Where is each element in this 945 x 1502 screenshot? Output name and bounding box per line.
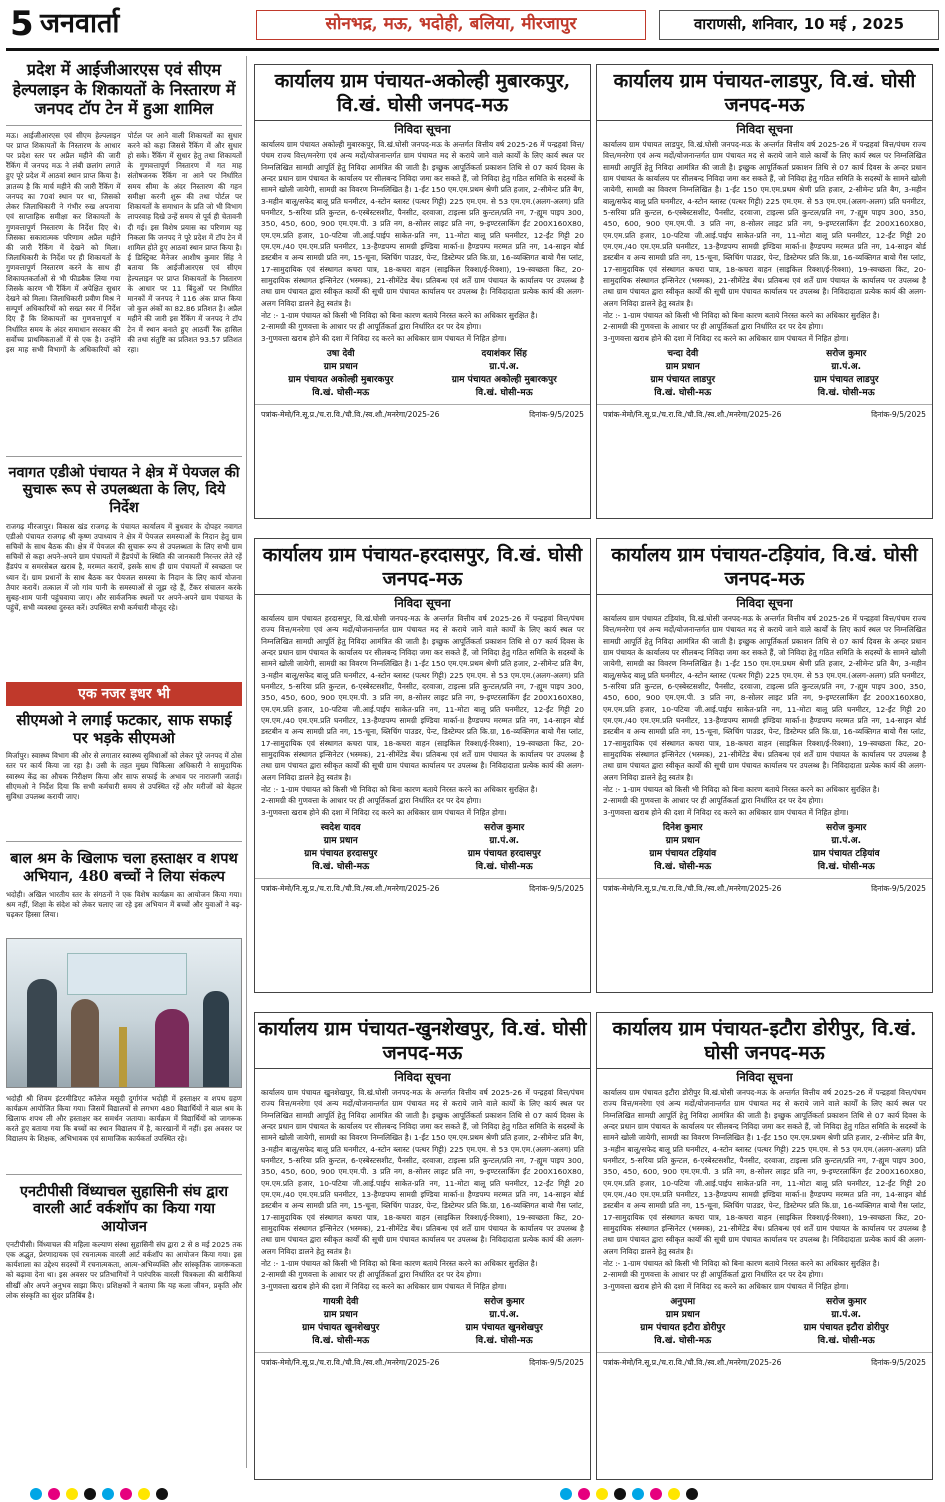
notice-title: कार्यालय ग्राम पंचायत-टड़ियांव, वि.खं. घोसी जनपद-मऊ — [597, 539, 932, 595]
reference-number: पत्रांक-मेमो/नि.सू.प्र./च.रा.वि./चौ.वि./स्व.शौ./मनरेगा/2025-26 — [261, 409, 440, 419]
notice-date: दिनांक-9/5/2025 — [871, 1357, 926, 1367]
gram-panchayat-name: ग्राम पंचायत इटौरा डोरीपुर — [640, 1322, 726, 1333]
registration-dot — [30, 1488, 42, 1500]
notice-note: नोट :- 1-ग्राम पंचायत को किसी भी निविदा को बिना कारण बताये निरस्त करने का अधिकार सुरक्षित है। — [261, 784, 538, 794]
gpa-role: ग्रा.पं.अ. — [831, 1309, 862, 1320]
gpa-role: ग्रा.पं.अ. — [831, 835, 862, 846]
tender-notice — [596, 1012, 933, 1480]
photo-caption: भदोही श्री शिवम इंटरमीडिएट कॉलेज मसूदी दुर्गागंज भदोही में हस्ताक्षर व शपथ ग्रहण कार्यक्रम आयोजित किया गया। जिसमें विद्यालयों से लगभग 480 विद्यार्थियों ने बाल श्रम के खिलाफ शपथ ली और हस्ताक्षर कर समर्थन जताया। कार्यक्रम में विद्यार्थियों को जागरूक करते हुए बताया गया कि बच्चों का स्थान विद्यालय में है, कारखानों में नहीं। इस अवसर पर विद्यालय के शिक्षक, अभिभावक एवं सामाजिक कार्यकर्ता उपस्थित रहे। — [6, 1093, 242, 1144]
registration-dot — [578, 1488, 590, 1500]
story-headline: बाल श्रम के खिलाफ चला हस्ताक्षर व शपथ अभियान, 480 बच्चों ने लिया संकल्प — [6, 841, 242, 889]
notice-note: 3-गुणवत्ता खराब होने की दशा में निविदा रद करने का अधिकार ग्राम पंचायत में निहित होगा। — [261, 333, 507, 343]
column-divider — [246, 56, 247, 1468]
notice-note: 2-सामग्री की गुणवत्ता के आधार पर ही आपूर्तिकर्ता द्वारा निर्धारित दर पर देय होगा। — [261, 1270, 482, 1280]
story-headline: सीएमओ ने लगाई फटकार, साफ सफाई पर भड़के सीएमओ — [16, 710, 232, 747]
signatures — [597, 1292, 932, 1348]
registration-dot — [632, 1488, 644, 1500]
reference-number: पत्रांक-मेमो/नि.सू.प्र./च.रा.वि./चौ.वि./स्व.शौ./मनरेगा/2025-26 — [603, 409, 782, 419]
signatures — [255, 344, 590, 400]
gpa-role: ग्रा.पं.अ. — [831, 361, 862, 372]
notice-note: 3-गुणवत्ता खराब होने की दशा में निविदा रद करने का अधिकार ग्राम पंचायत में निहित होगा। — [261, 807, 507, 817]
gpa-name: सरोज कुमार — [826, 822, 867, 833]
story-body: भदोही। अखिल भारतीय स्तर के संगठनों ने एक विशेष कार्यक्रम का आयोजन किया गया। श्रम नहीं, शिक्षा के संदेश को लेकर चलाए जा रहे इस अभियान में बच्चों और युवाओं ने बढ़-चढ़कर हिस्सा लिया। — [6, 889, 242, 920]
newspaper-name: जनवार्ता — [40, 8, 120, 39]
gram-panchayat-name: ग्राम पंचायत हरदासपुर — [467, 848, 541, 859]
signatures — [255, 1292, 590, 1348]
gram-panchayat-name: ग्राम पंचायत अकोल्ही मुबारकपुर — [451, 374, 557, 385]
block-name: वि.खं. घोसी-मऊ — [312, 1335, 370, 1346]
block-name: वि.खं. घोसी-मऊ — [312, 861, 370, 872]
region-banner: सोनभद्र, मऊ, भदोही, बलिया, मीरजापुर — [256, 10, 646, 40]
gram-panchayat-name: ग्राम पंचायत हरदासपुर — [304, 848, 378, 859]
gpa-role: ग्रा.पं.अ. — [489, 361, 520, 372]
notice-subtitle: निविदा सूचना — [394, 596, 451, 610]
reference-number: पत्रांक-मेमो/नि.सू.प्र./च.रा.वि./चौ.वि./स्व.शौ./मनरेगा/2025-26 — [603, 883, 782, 893]
news-photo — [6, 938, 242, 1088]
notice-title: कार्यालय ग्राम पंचायत-इटौरा डोरीपुर, वि.खं. घोसी जनपद-मऊ — [597, 1013, 932, 1069]
registration-dot — [138, 1488, 150, 1500]
registration-dot — [596, 1488, 608, 1500]
block-name: वि.खं. घोसी-मऊ — [817, 861, 875, 872]
block-name: वि.खं. घोसी-मऊ — [817, 1335, 875, 1346]
pradhan-name: गायत्री देवी — [323, 1296, 359, 1307]
notice-title: कार्यालय ग्राम पंचायत-खुनशेखपुर, वि.खं. घोसी जनपद-मऊ — [255, 1013, 590, 1069]
notice-title: कार्यालय ग्राम पंचायत-लाडपुर, वि.खं. घोसी जनपद-मऊ — [597, 65, 932, 121]
notice-footer — [597, 404, 932, 421]
notice-footer — [255, 404, 590, 421]
registration-dot — [156, 1488, 168, 1500]
notice-subtitle: निविदा सूचना — [736, 1070, 793, 1084]
notice-date: दिनांक-9/5/2025 — [871, 409, 926, 419]
notice-footer — [255, 878, 590, 895]
pradhan-name: अनुपमा — [670, 1296, 696, 1307]
pradhan-name: चन्दा देवी — [667, 348, 699, 359]
notice-subtitle: निविदा सूचना — [394, 1070, 451, 1084]
pradhan-name: उषा देवी — [326, 348, 355, 359]
gram-panchayat-name: ग्राम पंचायत लाडपुर — [650, 374, 716, 385]
notice-note: 2-सामग्री की गुणवत्ता के आधार पर ही आपूर्तिकर्ता द्वारा निर्धारित दर पर देय होगा। — [603, 796, 824, 806]
gpa-name: दयाशंकर सिंह — [481, 348, 527, 359]
notice-date: दिनांक-9/5/2025 — [871, 883, 926, 893]
gram-panchayat-name: ग्राम पंचायत इटौरा डोरीपुर — [803, 1322, 889, 1333]
gram-panchayat-name: ग्राम पंचायत खुनशेखपुर — [465, 1322, 543, 1333]
photo-person — [155, 1009, 189, 1088]
gpa-name: सरोज कुमार — [826, 1296, 867, 1307]
gpa-role: ग्रा.पं.अ. — [489, 835, 520, 846]
story-headline: प्रदेश में आईजीआरएस एवं सीएम हेल्पलाइन के शिकायतों के निस्तारण में जनपद टॉप टेन में हुआ शामिल — [6, 56, 242, 126]
notice-note: 2-सामग्री की गुणवत्ता के आधार पर ही आपूर्तिकर्ता द्वारा निर्धारित दर पर देय होगा। — [603, 322, 824, 332]
block-name: वि.खं. घोसी-मऊ — [817, 387, 875, 398]
dateline: वाराणसी, शनिवार, 10 मई , 2025 — [659, 10, 939, 40]
notice-date: दिनांक-9/5/2025 — [529, 409, 584, 419]
notice-title: कार्यालय ग्राम पंचायत-अकोल्ही मुबारकपुर, वि.खं. घोसी जनपद-मऊ — [255, 65, 590, 121]
story-body: राजगढ़ मीरजापुर। विकास खंड राजगढ़ के पंचायत कार्यालय में बुधवार के दोपहर नवागत एडीओ पंचायत राजगढ़ श्री कृष्ण उपाध्याय ने क्षेत्र में पेयजल समस्याओं के निदान हेतु ग्राम सचिवों के साथ बैठक की। क्षेत्र में पेयजल की सुचारू रूप से उपलब्धता के लिए सभी ग्राम सचिवों से कहा अपने-अपने ग्राम पंचायतों में हैंडपंपों के स्थिति की जानकारी निरन्तर लेते रहें हैंडपंप व समरसेबल खराब है, मरम्मत करायें, इसके साथ ही ग्राम पंचायतों में स्वच्छता पर ध्यान दें। ग्राम प्रधानों के साथ बैठक कर पेयजल समस्या के निदान के लिए कार्य योजना तैयार करायें। तत्काल में जो गांव पानी के समस्याओं से जूझ रहे हैं, टैंकर संचालन करके सुबह-शाम पानी पहुंचवाया जाए। और सार्वजनिक स्थलों पर अपने-अपने ग्राम पंचायत के पहुंचें, सभी व्यवस्था दुरुस्त करें। उपस्थित सभी कर्मचारी मौजूद रहे। — [6, 521, 242, 613]
notice-note: 3-गुणवत्ता खराब होने की दशा में निविदा रद करने का अधिकार ग्राम पंचायत में निहित होगा। — [261, 1281, 507, 1291]
registration-dot — [102, 1488, 114, 1500]
masthead-rule — [6, 48, 939, 51]
masthead — [6, 4, 939, 44]
notice-subtitle: निविदा सूचना — [736, 596, 793, 610]
tender-notice — [596, 538, 933, 993]
story-headline: नवागत एडीओ पंचायत ने क्षेत्र में पेयजल की सुचारू रूप से उपलब्धता के लिए, दिये निर्देश — [6, 456, 242, 522]
registration-dot — [84, 1488, 96, 1500]
notice-note: 2-सामग्री की गुणवत्ता के आधार पर ही आपूर्तिकर्ता द्वारा निर्धारित दर पर देय होगा। — [603, 1270, 824, 1280]
pradhan-role: ग्राम प्रधान — [323, 361, 358, 372]
section-ribbon: एक नजर इधर भी — [6, 682, 242, 706]
notice-body: कार्यालय ग्राम पंचायत लाडपुर, वि.खं.घोसी जनपद-मऊ के अन्तर्गत वित्तीय वर्ष 2025-26 में पन्द्रहवां वित्त/पंचम राज्य वित्त/मनरेगा एवं अन्य मदों/योजनान्तर्गत ग्राम पंचायत मद से कराये जाने वाले कार्यों के लिए कार्य स्थल पर निम्नलिखित सामग्री आपूर्ति हेतु निविदा आमंत्रित की जाती है। इच्छुक आपूर्तिकर्ता प्रकाशन तिथि से 07 कार्य दिवस के अन्दर प्रधान ग्राम पंचायत के कार्यालय पर सीलबन्द निविदा जमा कर सकते हैं, जो निविदा हेतु गठित समिति के सदस्यों के सामने खोली जायेगी, सामग्री का विवरण निम्नलिखित है। 1-ईंट 150 एम.एम.प्रथम श्रेणी प्रति हजार, 2-सीमेन्ट प्रति बैग, 3-महीन बालू/सफेद बालू प्रति घनमीटर, 4-स्टोन ब्लास्ट (पत्थर गिट्टी) 225 एम.एम. से 53 एम.एम.(अलग-अलग) प्रति घनमीटर, 5-सरिया प्रति कुन्टल, 6-एस्बेस्टसशीट, पैनसीट, दरवाजा, टाइल्स प्रति कुन्टल/प्रति नग, 7-ह्यूम पाइप 300, 350, 450, 600, 900 एम.एम.पी. 3 प्रति नग, 8-सोलर लाइट प्रति नग, 9-इण्टरलाकिंग ईंट 200X160X80, एम.एम.प्रति हजार, 10-पटिया जी.आई.पाईप साकेत-प्रति नग, 11-मोटा बालू प्रति घनमीटर, 12-ईंट गिट्टी 20 एम.एम./40 एम.एम.प्रति घनमीटर, 13-हैण्डपम्प सामग्री इण्डिया मार्का-II हैण्डपम्प मरम्मत प्रति नग, 14-साइन बोर्ड डस्टबीन व अन्य सामग्री प्रति नग, 15-चूना, ब्लिचिंग पाउडर, पेन्ट, डिस्टेम्पर प्रति कि.ग्रा, 16-व्यक्तिगत बायो गैस प्लांट, 17-सामुदायिक एवं संस्थागत कचरा पात्र, 18-कचरा वाहन (साइकिल रिक्शा/ई-रिक्शा), 19-स्वच्छता किट, 20-सामुदायिक संस्थागत इन्सिनेटर (भस्मक), 21-सीमेंटेड बेंच। प्रतिबन्ध एवं शर्तें ग्राम पंचायत के कार्यालय पर उपलब्ध है तथा ग्राम पंचायत द्वारा स्वीकृत कार्यों की सूची ग्राम पंचायत कार्यालय पर उपलब्ध है। निविदादाता प्रत्येक कार्य की अलग-अलग निविदा डालने हेतु स्वतंत्र है। — [603, 140, 926, 308]
notice-date: दिनांक-9/5/2025 — [529, 883, 584, 893]
block-name: वि.खं. घोसी-मऊ — [654, 861, 712, 872]
gram-panchayat-name: ग्राम पंचायत टड़ियांव — [649, 848, 717, 859]
registration-dot — [66, 1488, 78, 1500]
block-name: वि.खं. घोसी-मऊ — [654, 1335, 712, 1346]
photo-banner — [67, 953, 187, 995]
notice-body: कार्यालय ग्राम पंचायत टड़ियांव, वि.खं.घोसी जनपद-मऊ के अन्तर्गत वित्तीय वर्ष 2025-26 में पन्द्रहवां वित्त/पंचम राज्य वित्त/मनरेगा एवं अन्य मदों/योजनान्तर्गत ग्राम पंचायत मद से कराये जाने वाले कार्यों के लिए कार्य स्थल पर निम्नलिखित सामग्री आपूर्ति हेतु निविदा आमंत्रित की जाती है। इच्छुक आपूर्तिकर्ता प्रकाशन तिथि से 07 कार्य दिवस के अन्दर प्रधान ग्राम पंचायत के कार्यालय पर सीलबन्द निविदा जमा कर सकते हैं, जो निविदा हेतु गठित समिति के सदस्यों के सामने खोली जायेगी, सामग्री का विवरण निम्नलिखित है। 1-ईंट 150 एम.एम.प्रथम श्रेणी प्रति हजार, 2-सीमेन्ट प्रति बैग, 3-महीन बालू/सफेद बालू प्रति घनमीटर, 4-स्टोन ब्लास्ट (पत्थर गिट्टी) 225 एम.एम. से 53 एम.एम.(अलग-अलग) प्रति घनमीटर, 5-सरिया प्रति कुन्टल, 6-एस्बेस्टसशीट, पैनसीट, दरवाजा, टाइल्स प्रति कुन्टल/प्रति नग, 7-ह्यूम पाइप 300, 350, 450, 600, 900 एम.एम.पी. 3 प्रति नग, 8-सोलर लाइट प्रति नग, 9-इण्टरलाकिंग ईंट 200X160X80, एम.एम.प्रति हजार, 10-पटिया जी.आई.पाईप साकेत-प्रति नग, 11-मोटा बालू प्रति घनमीटर, 12-ईंट गिट्टी 20 एम.एम./40 एम.एम.प्रति घनमीटर, 13-हैण्डपम्प सामग्री इण्डिया मार्का-II हैण्डपम्प मरम्मत प्रति नग, 14-साइन बोर्ड डस्टबीन व अन्य सामग्री प्रति नग, 15-चूना, ब्लिचिंग पाउडर, पेन्ट, डिस्टेम्पर प्रति कि.ग्रा, 16-व्यक्तिगत बायो गैस प्लांट, 17-सामुदायिक एवं संस्थागत कचरा पात्र, 18-कचरा वाहन (साइकिल रिक्शा/ई-रिक्शा), 19-स्वच्छता किट, 20-सामुदायिक संस्थागत इन्सिनेटर (भस्मक), 21-सीमेंटेड बेंच। प्रतिबन्ध एवं शर्तें ग्राम पंचायत के कार्यालय पर उपलब्ध है तथा ग्राम पंचायत द्वारा स्वीकृत कार्यों की सूची ग्राम पंचायत कार्यालय पर उपलब्ध है। निविदादाता प्रत्येक कार्य की अलग-अलग निविदा डालने हेतु स्वतंत्र है। — [603, 614, 926, 782]
notice-body: कार्यालय ग्राम पंचायत हरदासपुर, वि.खं.घोसी जनपद-मऊ के अन्तर्गत वित्तीय वर्ष 2025-26 में पन्द्रहवां वित्त/पंचम राज्य वित्त/मनरेगा एवं अन्य मदों/योजनान्तर्गत ग्राम पंचायत मद से कराये जाने वाले कार्यों के लिए कार्य स्थल पर निम्नलिखित सामग्री आपूर्ति हेतु निविदा आमंत्रित की जाती है। इच्छुक आपूर्तिकर्ता प्रकाशन तिथि से 07 कार्य दिवस के अन्दर प्रधान ग्राम पंचायत के कार्यालय पर सीलबन्द निविदा जमा कर सकते हैं, जो निविदा हेतु गठित समिति के सदस्यों के सामने खोली जायेगी, सामग्री का विवरण निम्नलिखित है। 1-ईंट 150 एम.एम.प्रथम श्रेणी प्रति हजार, 2-सीमेन्ट प्रति बैग, 3-महीन बालू/सफेद बालू प्रति घनमीटर, 4-स्टोन ब्लास्ट (पत्थर गिट्टी) 225 एम.एम. से 53 एम.एम.(अलग-अलग) प्रति घनमीटर, 5-सरिया प्रति कुन्टल, 6-एस्बेस्टसशीट, पैनसीट, दरवाजा, टाइल्स प्रति कुन्टल/प्रति नग, 7-ह्यूम पाइप 300, 350, 450, 600, 900 एम.एम.पी. 3 प्रति नग, 8-सोलर लाइट प्रति नग, 9-इण्टरलाकिंग ईंट 200X160X80, एम.एम.प्रति हजार, 10-पटिया जी.आई.पाईप साकेत-प्रति नग, 11-मोटा बालू प्रति घनमीटर, 12-ईंट गिट्टी 20 एम.एम./40 एम.एम.प्रति घनमीटर, 13-हैण्डपम्प सामग्री इण्डिया मार्का-II हैण्डपम्प मरम्मत प्रति नग, 14-साइन बोर्ड डस्टबीन व अन्य सामग्री प्रति नग, 15-चूना, ब्लिचिंग पाउडर, पेन्ट, डिस्टेम्पर प्रति कि.ग्रा, 16-व्यक्तिगत बायो गैस प्लांट, 17-सामुदायिक एवं संस्थागत कचरा पात्र, 18-कचरा वाहन (साइकिल रिक्शा/ई-रिक्शा), 19-स्वच्छता किट, 20-सामुदायिक संस्थागत इन्सिनेटर (भस्मक), 21-सीमेंटेड बेंच। प्रतिबन्ध एवं शर्तें ग्राम पंचायत के कार्यालय पर उपलब्ध है तथा ग्राम पंचायत द्वारा स्वीकृत कार्यों की सूची ग्राम पंचायत कार्यालय पर उपलब्ध है। निविदादाता प्रत्येक कार्य की अलग-अलग निविदा डालने हेतु स्वतंत्र है। — [261, 614, 584, 782]
tender-notice — [254, 64, 591, 519]
notice-date: दिनांक-9/5/2025 — [529, 1357, 584, 1367]
block-name: वि.खं. घोसी-मऊ — [654, 387, 712, 398]
notice-notes — [255, 1257, 590, 1292]
pradhan-name: स्वदेश यादव — [320, 822, 361, 833]
notice-notes — [597, 783, 932, 818]
notice-body: कार्यालय ग्राम पंचायत खुनशेखपुर, वि.खं.घोसी जनपद-मऊ के अन्तर्गत वित्तीय वर्ष 2025-26 में पन्द्रहवां वित्त/पंचम राज्य वित्त/मनरेगा एवं अन्य मदों/योजनान्तर्गत ग्राम पंचायत मद से कराये जाने वाले कार्यों के लिए कार्य स्थल पर निम्नलिखित सामग्री आपूर्ति हेतु निविदा आमंत्रित की जाती है। इच्छुक आपूर्तिकर्ता प्रकाशन तिथि से 07 कार्य दिवस के अन्दर प्रधान ग्राम पंचायत के कार्यालय पर सीलबन्द निविदा जमा कर सकते हैं, जो निविदा हेतु गठित समिति के सदस्यों के सामने खोली जायेगी, सामग्री का विवरण निम्नलिखित है। 1-ईंट 150 एम.एम.प्रथम श्रेणी प्रति हजार, 2-सीमेन्ट प्रति बैग, 3-महीन बालू/सफेद बालू प्रति घनमीटर, 4-स्टोन ब्लास्ट (पत्थर गिट्टी) 225 एम.एम. से 53 एम.एम.(अलग-अलग) प्रति घनमीटर, 5-सरिया प्रति कुन्टल, 6-एस्बेस्टसशीट, पैनसीट, दरवाजा, टाइल्स प्रति कुन्टल/प्रति नग, 7-ह्यूम पाइप 300, 350, 450, 600, 900 एम.एम.पी. 3 प्रति नग, 8-सोलर लाइट प्रति नग, 9-इण्टरलाकिंग ईंट 200X160X80, एम.एम.प्रति हजार, 10-पटिया जी.आई.पाईप साकेत-प्रति नग, 11-मोटा बालू प्रति घनमीटर, 12-ईंट गिट्टी 20 एम.एम./40 एम.एम.प्रति घनमीटर, 13-हैण्डपम्प सामग्री इण्डिया मार्का-II हैण्डपम्प मरम्मत प्रति नग, 14-साइन बोर्ड डस्टबीन व अन्य सामग्री प्रति नग, 15-चूना, ब्लिचिंग पाउडर, पेन्ट, डिस्टेम्पर प्रति कि.ग्रा, 16-व्यक्तिगत बायो गैस प्लांट, 17-सामुदायिक एवं संस्थागत कचरा पात्र, 18-कचरा वाहन (साइकिल रिक्शा/ई-रिक्शा), 19-स्वच्छता किट, 20-सामुदायिक संस्थागत इन्सिनेटर (भस्मक), 21-सीमेंटेड बेंच। प्रतिबन्ध एवं शर्तें ग्राम पंचायत के कार्यालय पर उपलब्ध है तथा ग्राम पंचायत द्वारा स्वीकृत कार्यों की सूची ग्राम पंचायत कार्यालय पर उपलब्ध है। निविदादाता प्रत्येक कार्य की अलग-अलग निविदा डालने हेतु स्वतंत्र है। — [261, 1088, 584, 1256]
pradhan-role: ग्राम प्रधान — [323, 835, 358, 846]
notice-note: 2-सामग्री की गुणवत्ता के आधार पर ही आपूर्तिकर्ता द्वारा निर्धारित दर पर देय होगा। — [261, 322, 482, 332]
notice-note: 3-गुणवत्ता खराब होने की दशा में निविदा रद करने का अधिकार ग्राम पंचायत में निहित होगा। — [603, 807, 849, 817]
notice-note: 3-गुणवत्ता खराब होने की दशा में निविदा रद करने का अधिकार ग्राम पंचायत में निहित होगा। — [603, 333, 849, 343]
registration-dot — [650, 1488, 662, 1500]
gpa-role: ग्रा.पं.अ. — [489, 1309, 520, 1320]
photo-person — [27, 979, 57, 1088]
block-name: वि.खं. घोसी-मऊ — [475, 861, 533, 872]
gram-panchayat-name: ग्राम पंचायत टड़ियांव — [812, 848, 880, 859]
notice-notes — [255, 783, 590, 818]
pradhan-role: ग्राम प्रधान — [665, 1309, 700, 1320]
tender-notice — [254, 538, 591, 993]
photo-lamp — [119, 1027, 127, 1087]
story-body: मऊ। आईजीआरएस एवं सीएम हेल्पलाइन पर प्राप्त शिकायतों के निस्तारण के आधार पर प्रदेश स्तर पर अप्रैल महीने की जारी रैंकिंग में जनपद मऊ ने लंबी छलांग लगाते हुए पूरे प्रदेश में आठवां स्थान प्राप्त किया है। ज्ञातव्य है कि मार्च महीने की जारी रैंकिंग में जनपद का 70वां स्थान पर था, जिसको लेकर जिलाधिकारी ने गंभीर रुख अपनाया एवं साप्ताहिक समीक्षा कर शिकायतों के गुणवत्तापूर्ण निस्तारण के निर्देश दिए थे। जिसका सकारात्मक परिणाम अप्रैल महीने की जारी रैंकिंग में देखने को मिला। जिलाधिकारी के निर्देश पर ही शिकायतों के गुणवत्तापूर्ण निस्तारण करने के साथ ही शिकायतकर्ताओं से भी फीडबैक लिया गया जिसके कारण भी रैंकिंग में अपेक्षित सुधार देखने को मिला। जिलाधिकारी प्रवीण मिश्र ने सम्पूर्ण अधिकारियों को सख्त स्वर में निर्देश दिए हैं कि शिकायतों का गुणवत्तापूर्ण व निर्धारित समय के अंदर समाधान सरकार की सर्वोच्च प्राथमिकताओं में से एक है। उन्होंने इस माह सभी विभागों के अधिकारियों को पोर्टल पर आने वाली शिकायतों का सुधार करने को कहा जिससे रैंकिंग में और सुधार हो सके। रैंकिंग में सुधार हेतु तथा शिकायतों के गुणवत्तापूर्ण निस्तारण में गत माह संतोषजनक रैंकिंग ना आने पर निर्धारित समय सीमा के अंदर निस्तारण की गहन समीक्षा करनी शुरू की तथा पोर्टल पर शिकायतों के समाधान के प्रति जो भी विभाग लापरवाह दिखे उन्हें समय से पूर्व ही चेतावनी दी गई। इस विशेष प्रयास का परिणाम यह निकला कि जनपद ने पूरे प्रदेश में टॉप टेन में शामिल होते हुए आठवां स्थान प्राप्त किया है। ई डिस्ट्रिक्ट मैनेजर आशीष कुमार सिंह ने बताया कि आईजीआरएस एवं सीएम हेल्पलाइन पर प्राप्त शिकायतों के निस्तारण के आधार पर 11 बिंदुओं पर निर्धारित मानकों में जनपद ने 116 अंक प्राप्त किया जो कुल अंकों का 82.86 प्रतिशत है। अप्रैल महीने की जारी इस रैंकिंग में जनपद ने टॉप टेन में स्थान बनाते हुए आठवीं रैंक हासिल की तथा संतुष्टि का प्रतिशत 93.57 प्रतिशत रहा। — [6, 130, 242, 355]
registration-dot — [120, 1488, 132, 1500]
notice-footer — [255, 1352, 590, 1369]
photo-person — [71, 999, 99, 1088]
block-name: वि.खं. घोसी-मऊ — [475, 1335, 533, 1346]
notice-note: नोट :- 1-ग्राम पंचायत को किसी भी निविदा को बिना कारण बताये निरस्त करने का अधिकार सुरक्षित है। — [603, 1258, 880, 1268]
notice-notes — [597, 1257, 932, 1292]
notice-footer — [597, 878, 932, 895]
notice-title: कार्यालय ग्राम पंचायत-हरदासपुर, वि.खं. घोसी जनपद-मऊ — [255, 539, 590, 595]
notice-subtitle: निविदा सूचना — [394, 122, 451, 136]
story-headline: एनटीपीसी विंध्याचल सुहासिनी संघ द्वारा वारली आर्ट वर्कशॉप का किया गया आयोजन — [6, 1174, 242, 1240]
pradhan-role: ग्राम प्रधान — [665, 361, 700, 372]
tender-notice — [254, 1012, 591, 1480]
gram-panchayat-name: ग्राम पंचायत लाडपुर — [813, 374, 879, 385]
notice-footer — [597, 1352, 932, 1369]
pradhan-name: दिनेश कुमार — [662, 822, 703, 833]
news-column — [6, 56, 242, 1468]
block-name: वि.खं. घोसी-मऊ — [475, 387, 533, 398]
registration-dot — [668, 1488, 680, 1500]
photo-person — [203, 991, 229, 1088]
story-body: मिर्जापुर। स्वास्थ्य विभाग की ओर से लगातार स्वास्थ्य सुविधाओं को लेकर पूरे जनपद में ठोस स्तर पर कार्य किया जा रहा है। उसी के तहत मुख्य चिकित्सा अधिकारी ने सामुदायिक स्वास्थ्य केंद्र का औचक निरीक्षण किया और साफ सफाई के अभाव पर नाराजगी जताई। सीएमओ ने निर्देश दिया कि सभी कर्मचारी समय से उपस्थित रहें और मरीजों को बेहतर सुविधा उपलब्ध करायी जाए। — [6, 751, 242, 802]
registration-dot — [686, 1488, 698, 1500]
notice-note: 2-सामग्री की गुणवत्ता के आधार पर ही आपूर्तिकर्ता द्वारा निर्धारित दर पर देय होगा। — [261, 796, 482, 806]
registration-dot — [48, 1488, 60, 1500]
gpa-name: सरोज कुमार — [484, 1296, 525, 1307]
registration-dot — [560, 1488, 572, 1500]
signatures — [255, 818, 590, 874]
gram-panchayat-name: ग्राम पंचायत अकोल्ही मुबारकपुर — [288, 374, 394, 385]
reference-number: पत्रांक-मेमो/नि.सू.प्र./च.रा.वि./चौ.वि./स्व.शौ./मनरेगा/2025-26 — [603, 1357, 782, 1367]
notice-note: नोट :- 1-ग्राम पंचायत को किसी भी निविदा को बिना कारण बताये निरस्त करने का अधिकार सुरक्षित है। — [603, 310, 880, 320]
reference-number: पत्रांक-मेमो/नि.सू.प्र./च.रा.वि./चौ.वि./स्व.शौ./मनरेगा/2025-26 — [261, 883, 440, 893]
notice-note: नोट :- 1-ग्राम पंचायत को किसी भी निविदा को बिना कारण बताये निरस्त करने का अधिकार सुरक्षित है। — [603, 784, 880, 794]
notice-note: नोट :- 1-ग्राम पंचायत को किसी भी निविदा को बिना कारण बताये निरस्त करने का अधिकार सुरक्षित है। — [261, 1258, 538, 1268]
notice-notes — [255, 309, 590, 344]
registration-marks — [0, 1484, 945, 1502]
page-number: 5 — [10, 4, 34, 44]
pradhan-role: ग्राम प्रधान — [323, 1309, 358, 1320]
signatures — [597, 344, 932, 400]
pradhan-role: ग्राम प्रधान — [665, 835, 700, 846]
notice-notes — [597, 309, 932, 344]
gram-panchayat-name: ग्राम पंचायत खुनशेखपुर — [302, 1322, 380, 1333]
notice-note: 3-गुणवत्ता खराब होने की दशा में निविदा रद करने का अधिकार ग्राम पंचायत में निहित होगा। — [603, 1281, 849, 1291]
tender-notice — [596, 64, 933, 519]
story-body: एनटीपीसी। विंध्याचल की महिला कल्याण संस्था सुहासिनी संघ द्वारा 2 से 8 मई 2025 तक एक अद्भुत, प्रेरणादायक एवं रचनात्मक वारली आर्ट वर्कशॉप का आयोजन किया गया। इस कार्यशाला का उद्देश्य सदस्यों में रचनात्मकता, आत्म-अभिव्यक्ति और सांस्कृतिक जागरूकता को बढ़ावा देना था। इस अवसर पर प्रतिभागियों ने पारंपरिक वारली चित्रकला की बारीकियां सीखीं और अपने अनुभव साझा किए। प्रशिक्षकों ने बताया कि यह कला जीवन, प्रकृति और लोक संस्कृति का सुंदर प्रतिबिंब है। — [6, 1239, 242, 1300]
registration-dot — [614, 1488, 626, 1500]
gpa-name: सरोज कुमार — [826, 348, 867, 359]
notice-note: नोट :- 1-ग्राम पंचायत को किसी भी निविदा को बिना कारण बताये निरस्त करने का अधिकार सुरक्षित है। — [261, 310, 538, 320]
gpa-name: सरोज कुमार — [484, 822, 525, 833]
reference-number: पत्रांक-मेमो/नि.सू.प्र./च.रा.वि./चौ.वि./स्व.शौ./मनरेगा/2025-26 — [261, 1357, 440, 1367]
notice-body: कार्यालय ग्राम पंचायत इटौरा डोरीपुर वि.खं.घोसी जनपद-मऊ के अन्तर्गत वित्तीय वर्ष 2025-26 में पन्द्रहवां वित्त/पंचम राज्य वित्त/मनरेगा एवं अन्य मदों/योजनान्तर्गत ग्राम पंचायत मद से कराये जाने वाले कार्यों के लिए कार्य स्थल पर निम्नलिखित सामग्री आपूर्ति हेतु निविदा आमंत्रित की जाती है। इच्छुक आपूर्तिकर्ता प्रकाशन तिथि से 07 कार्य दिवस के अन्दर प्रधान ग्राम पंचायत के कार्यालय पर सीलबन्द निविदा जमा कर सकते हैं, जो निविदा हेतु गठित समिति के सदस्यों के सामने खोली जायेगी, सामग्री का विवरण निम्नलिखित है। 1-ईंट 150 एम.एम.प्रथम श्रेणी प्रति हजार, 2-सीमेन्ट प्रति बैग, 3-महीन बालू/सफेद बालू प्रति घनमीटर, 4-स्टोन ब्लास्ट (पत्थर गिट्टी) 225 एम.एम. से 53 एम.एम.(अलग-अलग) प्रति घनमीटर, 5-सरिया प्रति कुन्टल, 6-एस्बेस्टसशीट, पैनसीट, दरवाजा, टाइल्स प्रति कुन्टल/प्रति नग, 7-ह्यूम पाइप 300, 350, 450, 600, 900 एम.एम.पी. 3 प्रति नग, 8-सोलर लाइट प्रति नग, 9-इण्टरलाकिंग ईंट 200X160X80, एम.एम.प्रति हजार, 10-पटिया जी.आई.पाईप साकेत-प्रति नग, 11-मोटा बालू प्रति घनमीटर, 12-ईंट गिट्टी 20 एम.एम./40 एम.एम.प्रति घनमीटर, 13-हैण्डपम्प सामग्री इण्डिया मार्का-II हैण्डपम्प मरम्मत प्रति नग, 14-साइन बोर्ड डस्टबीन व अन्य सामग्री प्रति नग, 15-चूना, ब्लिचिंग पाउडर, पेन्ट, डिस्टेम्पर प्रति कि.ग्रा, 16-व्यक्तिगत बायो गैस प्लांट, 17-सामुदायिक एवं संस्थागत कचरा पात्र, 18-कचरा वाहन (साइकिल रिक्शा/ई-रिक्शा), 19-स्वच्छता किट, 20-सामुदायिक संस्थागत इन्सिनेटर (भस्मक), 21-सीमेंटेड बेंच। प्रतिबन्ध एवं शर्तें ग्राम पंचायत के कार्यालय पर उपलब्ध है तथा ग्राम पंचायत द्वारा स्वीकृत कार्यों की सूची ग्राम पंचायत कार्यालय पर उपलब्ध है। निविदादाता प्रत्येक कार्य की अलग-अलग निविदा डालने हेतु स्वतंत्र है। — [603, 1088, 926, 1256]
block-name: वि.खं. घोसी-मऊ — [312, 387, 370, 398]
notice-subtitle: निविदा सूचना — [736, 122, 793, 136]
signatures — [597, 818, 932, 874]
notice-body: कार्यालय ग्राम पंचायत अकोल्ही मुबारकपुर, वि.खं.घोसी जनपद-मऊ के अन्तर्गत वित्तीय वर्ष 2025-26 में पन्द्रहवां वित्त/पंचम राज्य वित्त/मनरेगा एवं अन्य मदों/योजनान्तर्गत ग्राम पंचायत मद से कराये जाने वाले कार्यों के लिए कार्य स्थल पर निम्नलिखित सामग्री आपूर्ति हेतु निविदा आमंत्रित की जाती है। इच्छुक आपूर्तिकर्ता प्रकाशन तिथि से 07 कार्य दिवस के अन्दर प्रधान ग्राम पंचायत के कार्यालय पर सीलबन्द निविदा जमा कर सकते हैं, जो निविदा हेतु गठित समिति के सदस्यों के सामने खोली जायेगी, सामग्री का विवरण निम्नलिखित है। 1-ईंट 150 एम.एम.प्रथम श्रेणी प्रति हजार, 2-सीमेन्ट प्रति बैग, 3-महीन बालू/सफेद बालू प्रति घनमीटर, 4-स्टोन ब्लास्ट (पत्थर गिट्टी) 225 एम.एम. से 53 एम.एम.(अलग-अलग) प्रति घनमीटर, 5-सरिया प्रति कुन्टल, 6-एस्बेस्टसशीट, पैनसीट, दरवाजा, टाइल्स प्रति कुन्टल/प्रति नग, 7-ह्यूम पाइप 300, 350, 450, 600, 900 एम.एम.पी. 3 प्रति नग, 8-सोलर लाइट प्रति नग, 9-इण्टरलाकिंग ईंट 200X160X80, एम.एम.प्रति हजार, 10-पटिया जी.आई.पाईप साकेत-प्रति नग, 11-मोटा बालू प्रति घनमीटर, 12-ईंट गिट्टी 20 एम.एम./40 एम.एम.प्रति घनमीटर, 13-हैण्डपम्प सामग्री इण्डिया मार्का-II हैण्डपम्प मरम्मत प्रति नग, 14-साइन बोर्ड डस्टबीन व अन्य सामग्री प्रति नग, 15-चूना, ब्लिचिंग पाउडर, पेन्ट, डिस्टेम्पर प्रति कि.ग्रा, 16-व्यक्तिगत बायो गैस प्लांट, 17-सामुदायिक एवं संस्थागत कचरा पात्र, 18-कचरा वाहन (साइकिल रिक्शा/ई-रिक्शा), 19-स्वच्छता किट, 20-सामुदायिक संस्थागत इन्सिनेटर (भस्मक), 21-सीमेंटेड बेंच। प्रतिबन्ध एवं शर्तें ग्राम पंचायत के कार्यालय पर उपलब्ध है तथा ग्राम पंचायत द्वारा स्वीकृत कार्यों की सूची ग्राम पंचायत कार्यालय पर उपलब्ध है। निविदादाता प्रत्येक कार्य की अलग-अलग निविदा डालने हेतु स्वतंत्र है। — [261, 140, 584, 308]
